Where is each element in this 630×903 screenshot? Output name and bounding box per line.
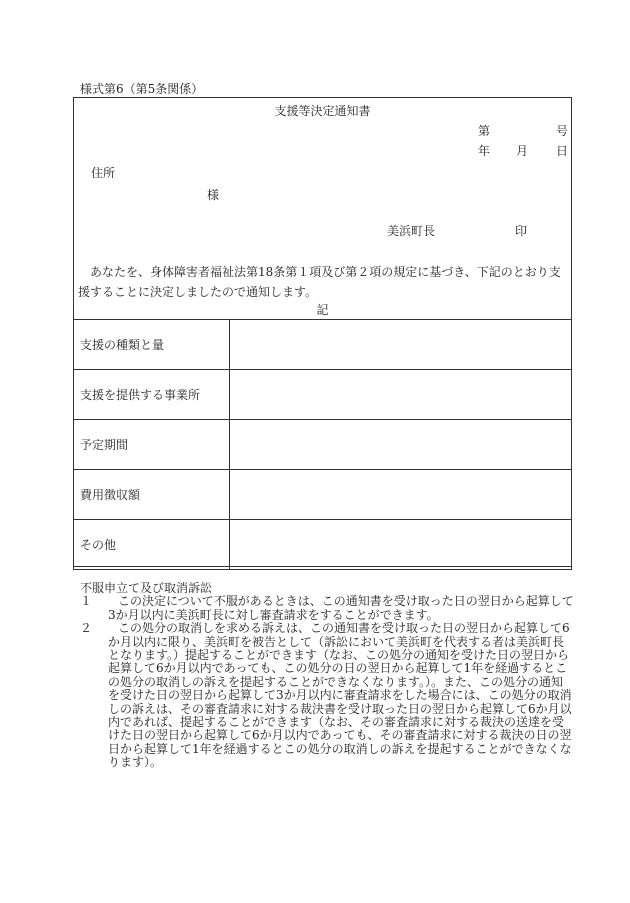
address-label: 住所: [91, 166, 116, 180]
row-value-support-type: [230, 320, 572, 370]
date-year: 年: [478, 144, 491, 158]
mayor-label: 美浜町長: [387, 224, 436, 238]
number-prefix: 第: [478, 124, 491, 138]
date-month: 月: [516, 144, 529, 158]
ki-heading: 記: [316, 303, 329, 317]
row-label-period: 予定期間: [74, 420, 230, 470]
appeal-notes: [80, 582, 575, 770]
row-label-fee: 費用徴収額: [74, 470, 230, 520]
row-label-other: その他: [74, 520, 230, 570]
table-row: [74, 470, 572, 520]
row-value-provider: [230, 370, 572, 420]
honorific: 様: [207, 188, 220, 202]
notice-body-text: あなたを、身体障害者福祉法第18条第１項及び第２項の規定に基づき、下記のとおり支援することに決定しましたので通知します。: [78, 265, 561, 299]
row-value-period: [230, 420, 572, 470]
note-text: この決定について不服があるときは、この通知書を受け取った日の翌日から起算して3か月以内に美浜町長に対し審査請求をすることができます。: [108, 594, 574, 622]
note-number: ２: [80, 621, 93, 636]
note-number: １: [80, 594, 93, 609]
form-number-label: 様式第6（第5条関係）: [80, 82, 204, 96]
row-value-fee: [230, 470, 572, 520]
table-row: [74, 520, 572, 570]
table-row: [74, 370, 572, 420]
document-title: 支援等決定通知書: [274, 104, 371, 118]
table-row: [74, 320, 572, 370]
note-item: [80, 622, 575, 769]
notes-heading: 不服申立て及び取消訴訟: [80, 581, 213, 595]
note-item: [80, 595, 575, 622]
row-label-provider: 支援を提供する事業所: [74, 370, 230, 420]
date-day: 日: [556, 144, 569, 158]
row-value-other: [230, 520, 572, 570]
seal-label: 印: [515, 224, 528, 238]
table-row: [74, 420, 572, 470]
note-text: この処分の取消しを求める訴えは、この通知書を受け取った日の翌日から起算して6か月以内に限り、美浜町を被告として（訴訟において美浜町を代表する者は美浜町長となります。）提起することができます（なお、この処分の通知を受けた日の翌日から起算して6か月以内であっても、この処分の日の翌日から起算して1年を経過するとこの処分の取消しの訴えを提起することができなくなります。）。また、この処分の通知を受けた日の翌日から起算して3か月以内に審査請求をした場合には、この処分の取消しの訴えは、その審査請求に対する裁決書を受け取った日の翌日から起算して6か月以内であれば、提起することができます（なお、その審査請求に対する裁決の送達を受けた日の翌日から起算して6か月以内であっても、その審査請求に対する裁決の日の翌日から起算して1年を経過するとこの処分の取消しの訴えを提起することができなくなります）。: [108, 621, 572, 770]
support-details-table: [73, 319, 572, 570]
notice-frame: [73, 97, 572, 567]
number-suffix: 号: [556, 124, 569, 138]
row-label-support-type: 支援の種類と量: [74, 320, 230, 370]
